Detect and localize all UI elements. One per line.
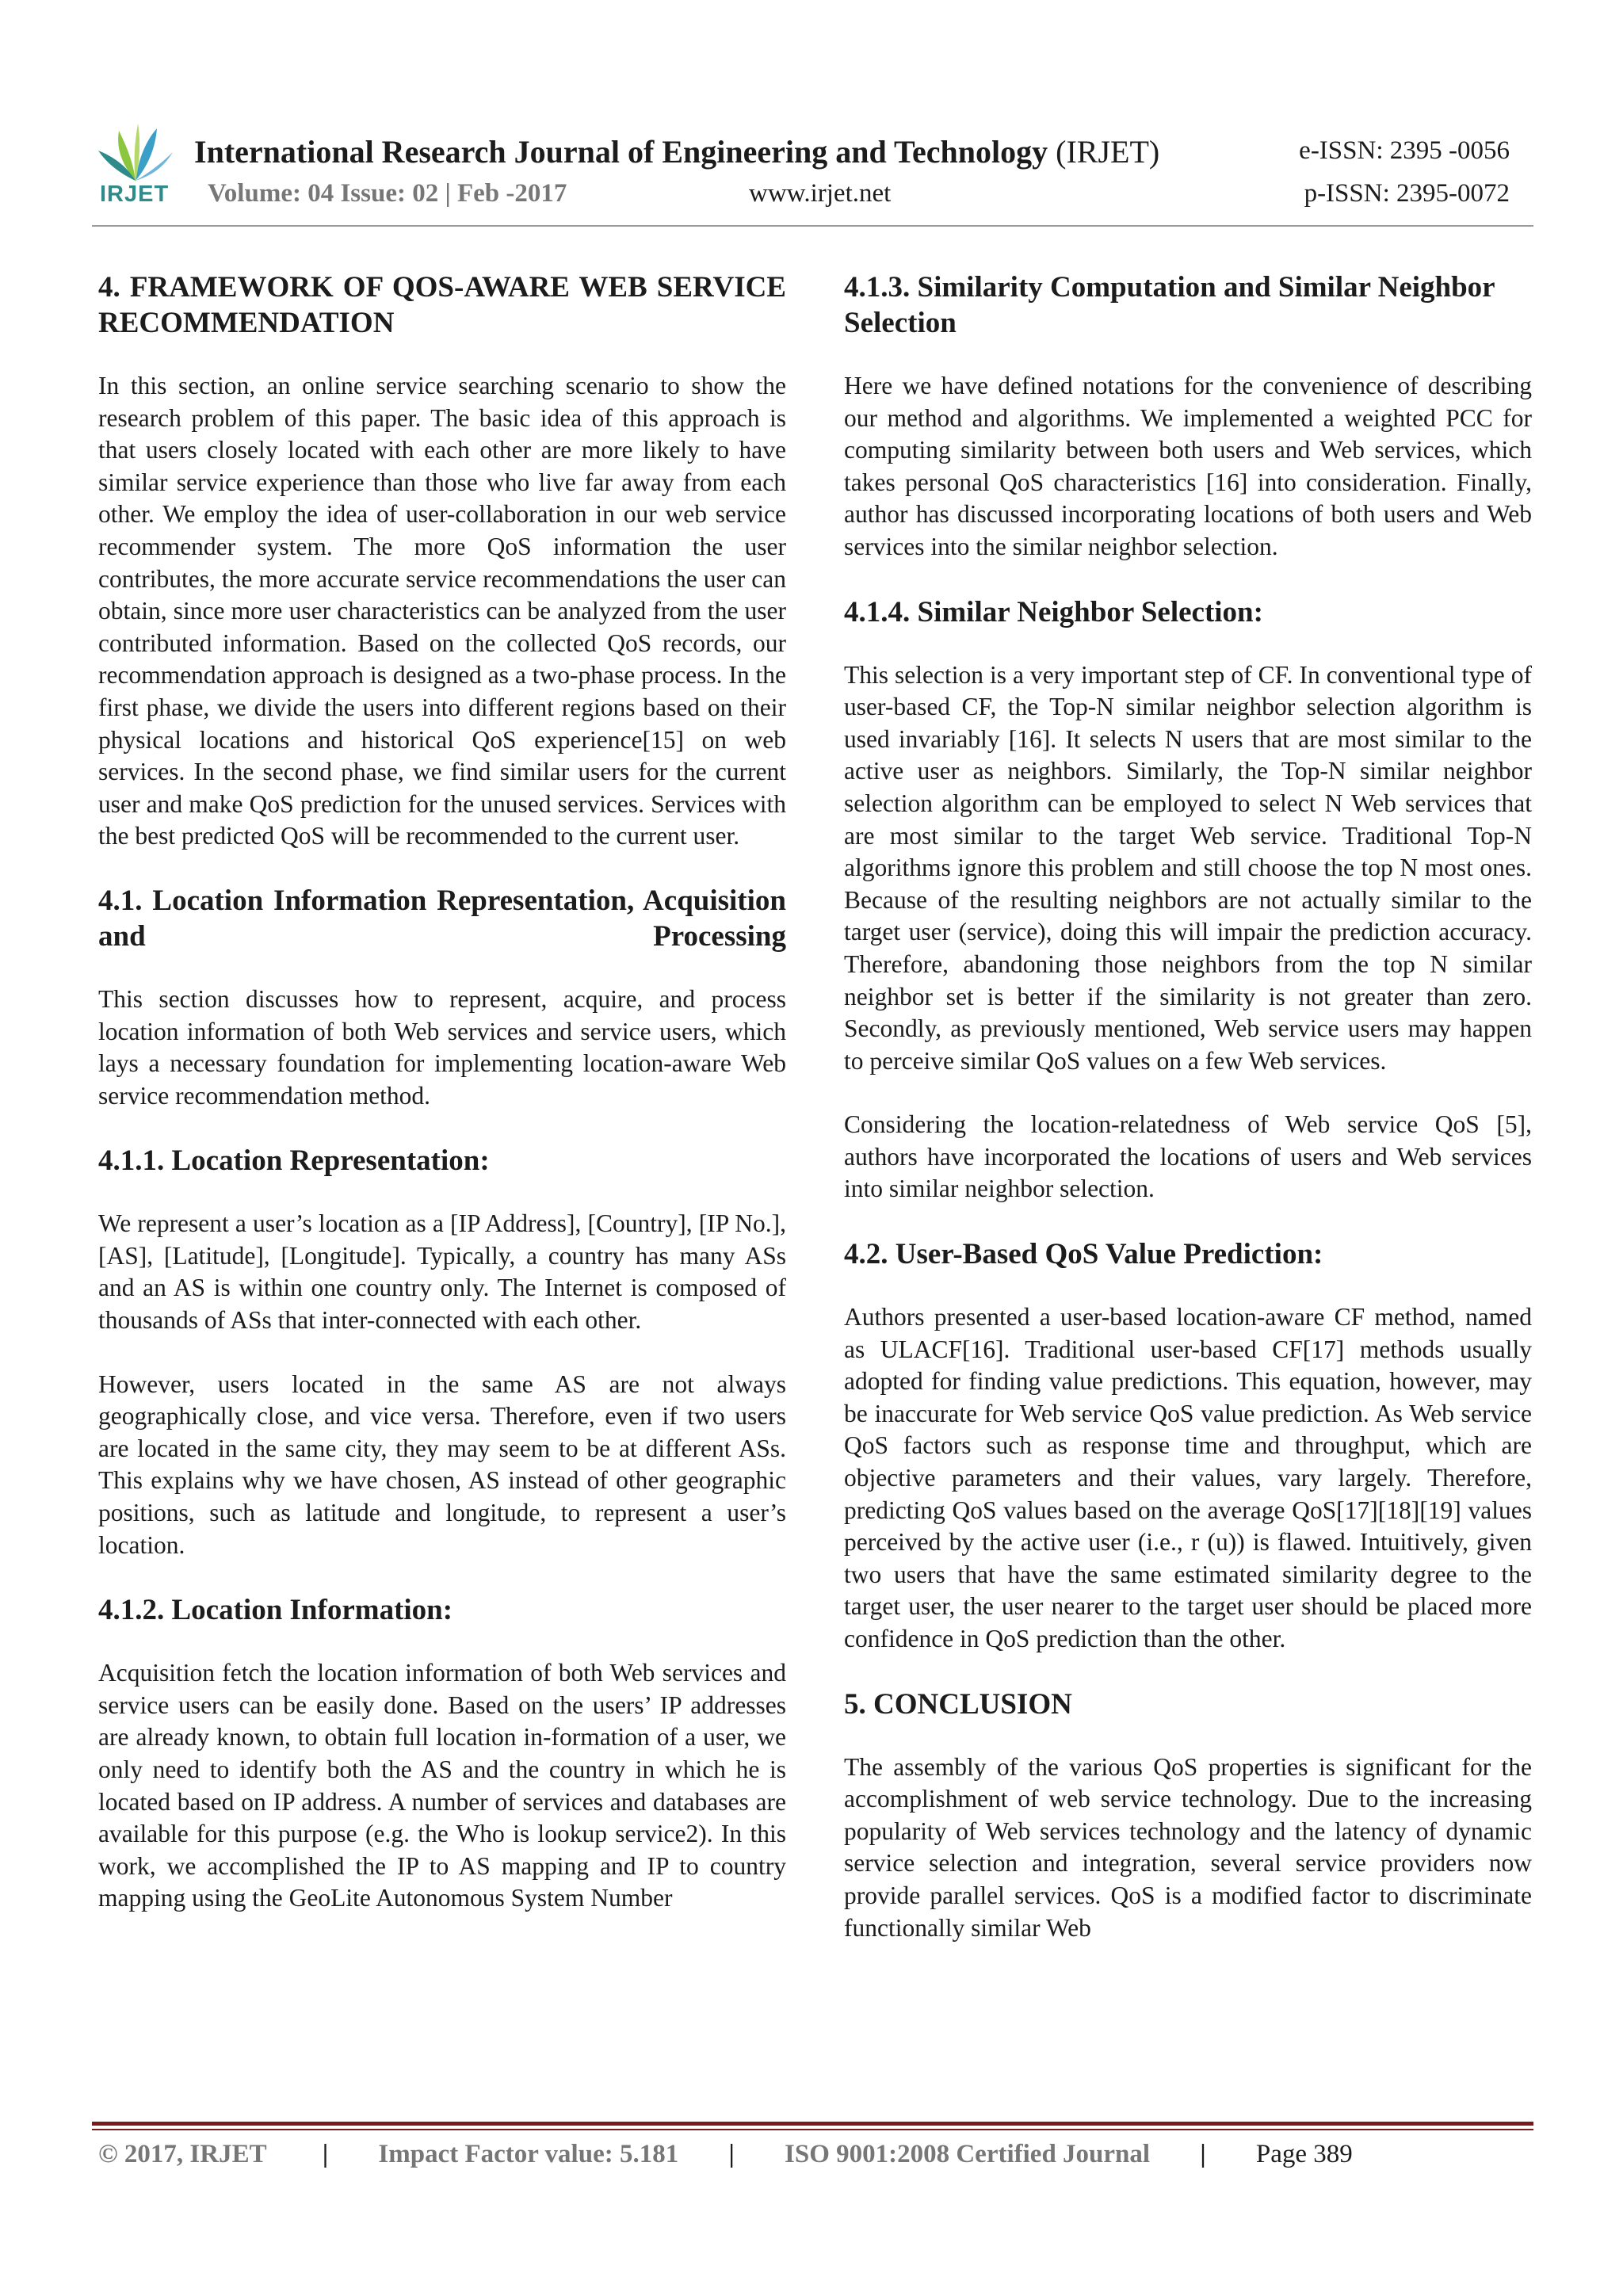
page-header: [0, 0, 1623, 238]
footer-divider-thick: [92, 2122, 1533, 2126]
footer-separator: |: [322, 2140, 329, 2168]
section-4-heading: 4. FRAMEWORK OF QOS-AWARE WEB SERVICE RECOMMENDATION: [98, 271, 786, 339]
header-divider: [92, 225, 1533, 227]
section-4-1-1-paragraph-2: However, users located in the same AS are not always geographically close, and vice versa. Therefore, even if two users are located in the same city, they may seem to be at different ASs. This explains why we have chosen, AS instead of other geographic positions, such as latitude and longitude, to represent a user’s location.: [98, 1370, 786, 1559]
section-4-1-heading: 4.1. Location Information Representation, Acquisition and Processing: [98, 884, 786, 953]
footer-separator: |: [1200, 2140, 1206, 2168]
journal-name: International Research Journal of Engineering and Technology: [194, 134, 1048, 170]
footer-separator: |: [728, 2140, 735, 2168]
section-4-1-3-heading: 4.1.3. Similarity Computation and Similar Neighbor Selection: [844, 271, 1495, 339]
right-column: [844, 269, 1532, 1944]
section-4-1-4-paragraph-2: Considering the location-relatedness of Web service QoS [5], authors have incorporated the locations of users and Web services into similar neighbor selection.: [844, 1110, 1532, 1203]
footer-divider-thin: [92, 2129, 1533, 2130]
volume-issue: Volume: 04 Issue: 02 | Feb -2017: [208, 179, 567, 208]
page-footer: [98, 2140, 1445, 2169]
footer-iso: ISO 9001:2008 Certified Journal: [785, 2140, 1151, 2168]
section-4-1-2-heading: 4.1.2. Location Information:: [98, 1594, 453, 1627]
section-4-1-1-paragraph-1: We represent a user’s location as a [IP Address], [Country], [IP No.], [AS], [Latitude], [Longitude]. Typically, a country has many ASs and an AS is within one country only. The Internet is composed of thousands of ASs that inter-connected with each other.: [98, 1209, 786, 1335]
left-column: [98, 269, 786, 1915]
logo-text: IRJET: [100, 181, 170, 207]
e-issn: e-ISSN: 2395 -0056: [1299, 136, 1510, 165]
section-4-1-4-paragraph-1: This selection is a very important step of CF. In conventional type of user-based CF, the Top-N similar neighbor selection algorithm is used invariably [16]. It selects N users that are most similar to the active user as neighbors. Similarly, the Top-N similar neighbor selection algorithm can be employed to select N Web services that are most similar to the target Web service. Traditional Top-N algorithms ignore this problem and still choose the top N most ones. Because of the resulting neighbors are not actually similar to the target user (service), doing this will impair the prediction accuracy. Therefore, abandoning those neighbors from the top N similar neighbor set is better if the similarity is not greater than zero. Secondly, as previously mentioned, Web service users may happen to perceive similar QoS values on a few Web services.: [844, 660, 1532, 1075]
section-4-1-1-heading: 4.1.1. Location Representation:: [98, 1144, 490, 1178]
section-4-2-heading: 4.2. User-Based QoS Value Prediction:: [844, 1238, 1323, 1271]
section-5-heading: 5. CONCLUSION: [844, 1687, 1072, 1721]
footer-impact-factor: Impact Factor value: 5.181: [378, 2140, 679, 2168]
section-4-1-paragraph: This section discusses how to represent, acquire, and process location information of both Web services and service users, which lays a necessary foundation for implementing location-aware Web service recommendation method.: [98, 984, 786, 1110]
p-issn: p-ISSN: 2395-0072: [1304, 179, 1510, 208]
footer-copyright: © 2017, IRJET: [98, 2140, 267, 2168]
section-4-1-2-paragraph: Acquisition fetch the location information of both Web services and service users can be easily done. Based on the users’ IP addresses are already known, to obtain full location in-formation of a user, we only need to identify both the AS and the country in which he is located based on IP address. A number of services and databases are available for this purpose (e.g. the Who is lookup service2). In this work, we accomplished the IP to AS mapping and IP to country mapping using the GeoLite Autonomous System Number: [98, 1659, 786, 1912]
journal-website: www.irjet.net: [749, 179, 892, 208]
section-4-paragraph: In this section, an online service searching scenario to show the research problem of this paper. The basic idea of this approach is that users closely located with each other are more likely to have similar service experience than those who live far away from each other. We employ the idea of user-collaboration in our web service recommender system. The more QoS information the user contributes, the more accurate service recommendations the user can obtain, since more user characteristics can be analyzed from the user contributed information. Based on the collected QoS records, our recommendation approach is designed as a two-phase process. In the first phase, we divide the users into different regions based on their physical locations and historical QoS experience[15] on web services. In the second phase, we find similar users for the current user and make QoS prediction for the unused services. Services with the best predicted QoS will be recommended to the current user.: [98, 372, 786, 850]
section-4-1-3-paragraph: Here we have defined notations for the convenience of describing our method and algorithms. We implemented a weighted PCC for computing similarity between both users and Web services, which takes personal QoS characteristics [16] into consideration. Finally, author has discussed incorporating locations of both users and Web services into the similar neighbor selection.: [844, 372, 1532, 560]
journal-abbr: (IRJET): [1056, 134, 1160, 170]
section-4-2-paragraph: Authors presented a user-based location-aware CF method, named as ULACF[16]. Traditional user-based CF[17] methods usually adopted for finding value predictions. This equation, however, may be inaccurate for Web service QoS value prediction. As Web service QoS factors such as response time and throughput, which are objective parameters and their values, vary largely. Therefore, predicting QoS values based on the average QoS[17][18][19] values perceived by the active user (i.e., r (u)) is flawed. Intuitively, given two users that have the same estimated similarity degree to the target user, the user nearer to the target user should be placed more confidence in QoS prediction than the other.: [844, 1303, 1532, 1652]
footer-page-number: Page 389: [1255, 2140, 1353, 2168]
section-4-1-4-heading: 4.1.4. Similar Neighbor Selection:: [844, 595, 1263, 628]
journal-title: [194, 133, 1159, 170]
section-5-paragraph: The assembly of the various QoS properties is significant for the accomplishment of web service technology. Due to the increasing popularity of Web services technology and the latency of dynamic service selection and integration, several service providers now provide parallel services. QoS is a modified factor to discriminate functionally similar Web: [844, 1752, 1532, 1942]
